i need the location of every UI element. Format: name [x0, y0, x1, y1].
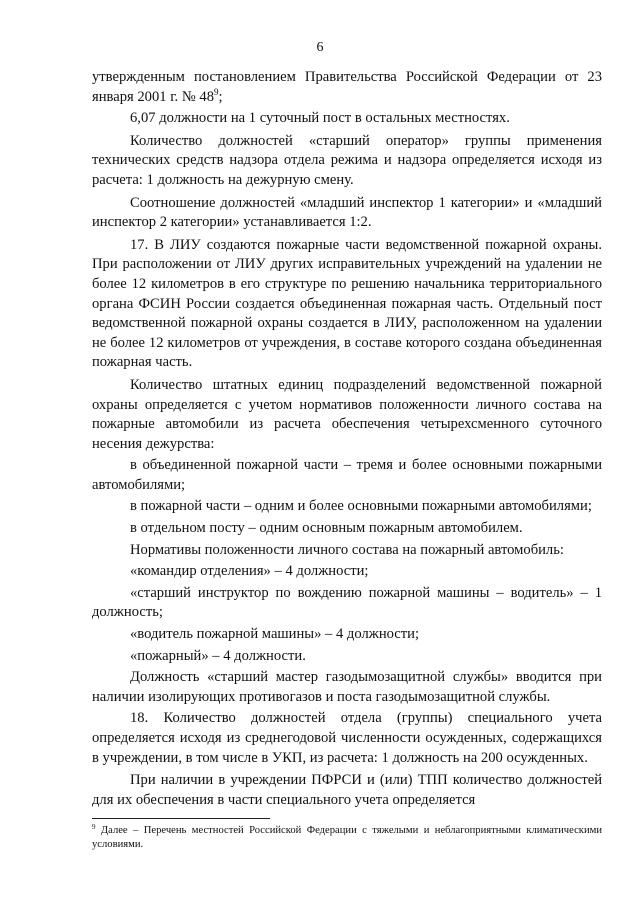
paragraph-2: Количество должностей «старший оператор» группы применения технических средств надзора отдела режима и надзора определяется исходя из расчета: 1 должность на дежурную смену. [92, 132, 602, 188]
body-text [92, 68, 602, 810]
paragraph-0 [92, 68, 602, 107]
footnote-reference: 9 [214, 86, 219, 97]
page-number: 6 [316, 40, 324, 55]
paragraph-0-text: утвержденным постановлением Правительства Российской Федерации от 23 января 2001 г. № 48 [92, 69, 602, 105]
paragraph-7: в пожарной части – одним и более основными пожарными автомобилями; [130, 498, 592, 515]
footnote-separator [92, 818, 270, 819]
paragraph-10: «командир отделения» – 4 должности; [130, 563, 369, 580]
paragraph-14: Должность «старший мастер газодымозащитной службы» вводится при наличии изолирующих противогазов и поста газодымозащитной службы. [92, 669, 602, 705]
paragraph-9: Нормативы положенности личного состава на пожарный автомобиль: [130, 541, 564, 558]
paragraph-1: 6,07 должности на 1 суточный пост в остальных местностях. [130, 110, 510, 127]
paragraph-15: 18. Количество должностей отдела (группы) специального учета определяется исходя из среднегодовой численности осужденных, содержащихся в учреждении, в том числе в УКП, из расчета: 1 должность на 200 осужденных. [92, 710, 602, 766]
paragraph-13: «пожарный» – 4 должности. [130, 647, 306, 664]
paragraph-6: в объединенной пожарной части – тремя и более основными пожарными автомобилями; [92, 457, 602, 493]
paragraph-8: в отдельном посту – одним основным пожарным автомобилем. [130, 520, 523, 537]
paragraph-4: 17. В ЛИУ создаются пожарные части ведомственной пожарной охраны. При расположении от ЛИУ других исправительных учреждений на удалении не более 12 километров в его структуре по решению начальника территориального органа ФСИН России создается объединенная пожарная часть. Отдельный пост ведомственной пожарной охраны создается в ЛИУ, расположенном на удалении не более 12 километров от учреждения, в составе которого создана объединенная пожарная часть. [92, 236, 602, 371]
footnote-mark: 9 [92, 823, 96, 831]
paragraph-12: «водитель пожарной машины» – 4 должности; [130, 626, 420, 643]
paragraph-0-tail: ; [218, 88, 223, 105]
footnote [92, 824, 602, 852]
paragraph-11: «старший инструктор по вождению пожарной машины – водитель» – 1 должность; [92, 584, 602, 621]
paragraph-5: Количество штатных единиц подразделений ведомственной пожарной охраны определяется с учетом нормативов положенности личного состава на пожарные автомобили из расчета обеспечения четырехсменного суточного несения дежурства: [92, 376, 602, 452]
paragraph-16: При наличии в учреждении ПФРСИ и (или) ТПП количество должностей для их обеспечения в части специального учета определяется [92, 772, 602, 808]
footnote-text: Далее – Перечень местностей Российской Федерации с тяжелыми и неблагоприятными климатическими условиями. [92, 825, 602, 850]
paragraph-3: Соотношение должностей «младший инспектор 1 категории» и «младший инспектор 2 категории» устанавливается 1:2. [92, 194, 602, 231]
